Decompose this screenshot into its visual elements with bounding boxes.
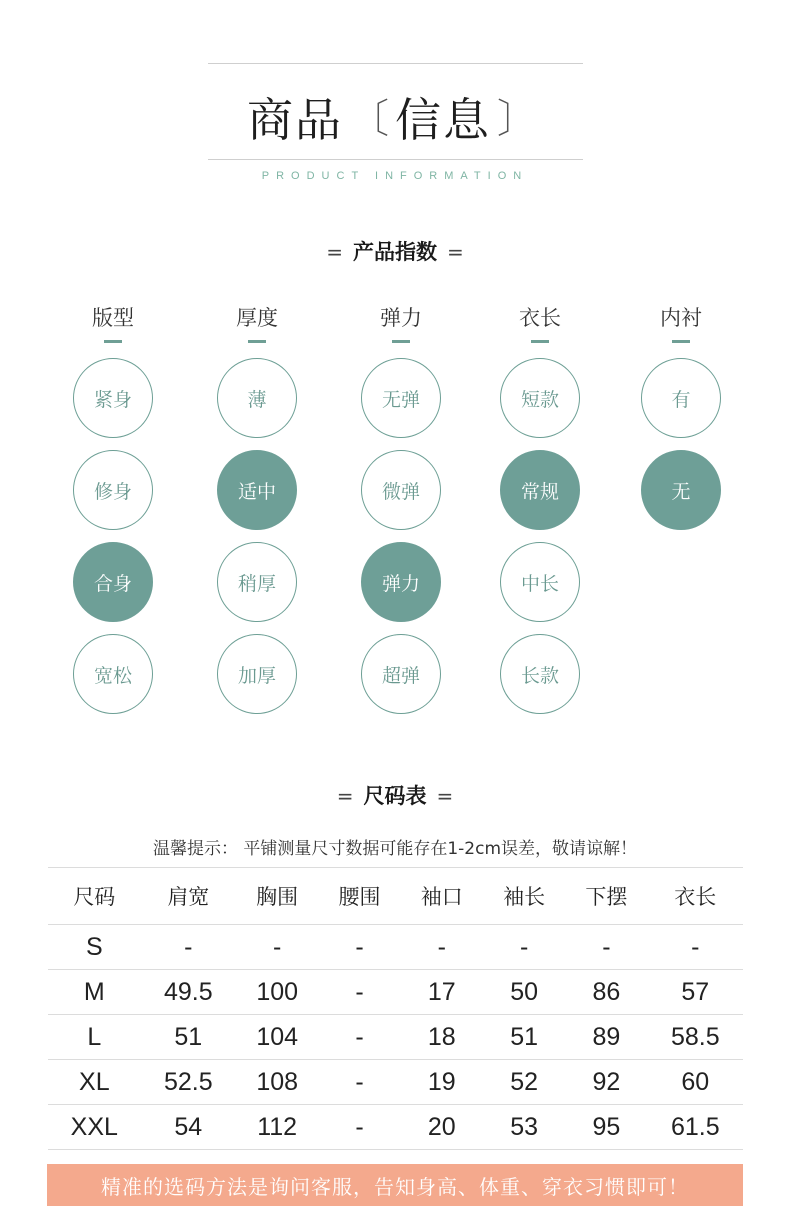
index-option-selected xyxy=(217,450,297,530)
title-part-1: 商品 xyxy=(247,93,343,147)
column-underline-mark xyxy=(248,340,266,343)
table-cell: - xyxy=(141,925,236,970)
index-column xyxy=(361,302,441,343)
table-cell: L xyxy=(48,1015,141,1060)
table-cell: - xyxy=(318,1015,400,1060)
table-cell: 52 xyxy=(483,1060,565,1105)
index-option-selected xyxy=(361,542,441,622)
table-row xyxy=(48,970,743,1015)
table-cell: 95 xyxy=(565,1105,647,1150)
table-cell: - xyxy=(318,970,400,1015)
index-option-selected xyxy=(73,542,153,622)
table-cell: 49.5 xyxy=(141,970,236,1015)
title-part-2: 信息 xyxy=(395,93,491,147)
table-cell: 19 xyxy=(401,1060,483,1105)
table-cell: 58.5 xyxy=(648,1015,743,1060)
table-cell: 53 xyxy=(483,1105,565,1150)
index-option xyxy=(73,450,153,530)
index-column-label: 厚度 xyxy=(236,306,278,330)
table-cell: - xyxy=(318,925,400,970)
index-option-label: 紧身 xyxy=(93,388,132,411)
index-option xyxy=(217,542,297,622)
header-top-rule xyxy=(208,63,583,64)
table-cell: 61.5 xyxy=(648,1105,743,1150)
index-option-label: 适中 xyxy=(237,480,276,503)
table-cell: 18 xyxy=(401,1015,483,1060)
table-cell: 51 xyxy=(141,1015,236,1060)
table-cell: 108 xyxy=(236,1060,318,1105)
table-header-cell: 肩宽 xyxy=(141,868,236,925)
table-header-cell: 胸围 xyxy=(236,868,318,925)
column-underline-mark xyxy=(531,340,549,343)
table-cell: XL xyxy=(48,1060,141,1105)
heading-deco-left: = xyxy=(336,784,354,808)
index-option-label: 宽松 xyxy=(93,664,132,687)
table-cell: 57 xyxy=(648,970,743,1015)
index-option-label: 无弹 xyxy=(381,388,420,411)
index-column-label: 衣长 xyxy=(519,306,561,330)
table-cell: - xyxy=(483,925,565,970)
table-header-cell: 袖口 xyxy=(401,868,483,925)
index-option xyxy=(217,358,297,438)
title-bracket-right: 〕 xyxy=(497,95,537,142)
table-cell: 100 xyxy=(236,970,318,1015)
index-column-label: 弹力 xyxy=(380,306,422,330)
index-column xyxy=(641,302,721,343)
index-option-label: 微弹 xyxy=(381,480,420,503)
table-cell: 51 xyxy=(483,1015,565,1060)
index-option xyxy=(361,450,441,530)
table-header-row xyxy=(48,868,743,925)
index-option-label: 加厚 xyxy=(237,664,276,687)
index-option-label: 合身 xyxy=(93,572,132,595)
index-option xyxy=(73,358,153,438)
table-cell: 92 xyxy=(565,1060,647,1105)
index-option-selected xyxy=(500,450,580,530)
index-option xyxy=(361,358,441,438)
header-bottom-rule xyxy=(208,159,583,160)
index-column-label: 内衬 xyxy=(660,306,702,330)
index-section-heading xyxy=(0,236,790,266)
table-header-cell: 衣长 xyxy=(648,868,743,925)
page-title xyxy=(0,82,790,152)
title-bracket-left: 〔 xyxy=(349,95,389,142)
index-option-label: 薄 xyxy=(247,388,267,411)
index-option xyxy=(361,634,441,714)
index-option xyxy=(500,358,580,438)
index-option-selected xyxy=(641,450,721,530)
table-cell: 86 xyxy=(565,970,647,1015)
index-column xyxy=(73,302,153,343)
table-cell: - xyxy=(565,925,647,970)
table-cell: 89 xyxy=(565,1015,647,1060)
index-column xyxy=(217,302,297,343)
table-row xyxy=(48,1105,743,1150)
banner-text: 精准的选码方法是询问客服，告知身高、体重、穿衣习惯即可！ xyxy=(101,1174,689,1199)
heading-deco-right: = xyxy=(436,784,454,808)
table-cell: 54 xyxy=(141,1105,236,1150)
measurement-notice: 温馨提示： 平铺测量尺寸数据可能存在1-2cm误差，敬请谅解！ xyxy=(152,839,638,859)
index-option-label: 稍厚 xyxy=(237,572,276,595)
table-cell: - xyxy=(318,1060,400,1105)
index-option-label: 无 xyxy=(671,480,691,503)
table-cell: - xyxy=(648,925,743,970)
table-header-cell: 腰围 xyxy=(318,868,400,925)
table-header-cell: 下摆 xyxy=(565,868,647,925)
index-heading-text: 产品指数 xyxy=(353,240,437,264)
size-table xyxy=(48,867,743,1150)
table-cell: 104 xyxy=(236,1015,318,1060)
index-option xyxy=(73,634,153,714)
table-cell: 20 xyxy=(401,1105,483,1150)
column-underline-mark xyxy=(104,340,122,343)
index-option-label: 修身 xyxy=(93,480,132,503)
table-cell: - xyxy=(236,925,318,970)
index-option-label: 中长 xyxy=(520,572,559,595)
size-section-heading xyxy=(0,780,790,810)
index-option-label: 弹力 xyxy=(381,572,420,595)
table-cell: M xyxy=(48,970,141,1015)
table-cell: 50 xyxy=(483,970,565,1015)
index-option-label: 短款 xyxy=(520,388,559,411)
heading-deco-left: = xyxy=(326,240,343,264)
table-cell: - xyxy=(318,1105,400,1150)
index-column xyxy=(500,302,580,343)
table-row xyxy=(48,1015,743,1060)
heading-deco-right: = xyxy=(447,240,464,264)
index-option xyxy=(217,634,297,714)
index-option-label: 常规 xyxy=(520,480,559,503)
index-option-label: 有 xyxy=(671,388,691,411)
column-underline-mark xyxy=(672,340,690,343)
index-option-label: 长款 xyxy=(520,664,559,687)
table-cell: XXL xyxy=(48,1105,141,1150)
table-header-cell: 尺码 xyxy=(48,868,141,925)
index-option xyxy=(500,542,580,622)
index-option-label: 超弹 xyxy=(381,664,420,687)
table-cell: 112 xyxy=(236,1105,318,1150)
table-row xyxy=(48,1060,743,1105)
table-cell: S xyxy=(48,925,141,970)
table-row xyxy=(48,925,743,970)
size-heading-text: 尺码表 xyxy=(363,784,427,808)
table-cell: 60 xyxy=(648,1060,743,1105)
table-cell: 52.5 xyxy=(141,1060,236,1105)
index-option xyxy=(641,358,721,438)
column-underline-mark xyxy=(392,340,410,343)
table-cell: - xyxy=(401,925,483,970)
index-column-label: 版型 xyxy=(92,306,134,330)
sizing-advice-banner xyxy=(47,1164,743,1206)
index-option xyxy=(500,634,580,714)
table-cell: 17 xyxy=(401,970,483,1015)
table-header-cell: 袖长 xyxy=(483,868,565,925)
page-subtitle: PRODUCT INFORMATION xyxy=(261,170,529,182)
